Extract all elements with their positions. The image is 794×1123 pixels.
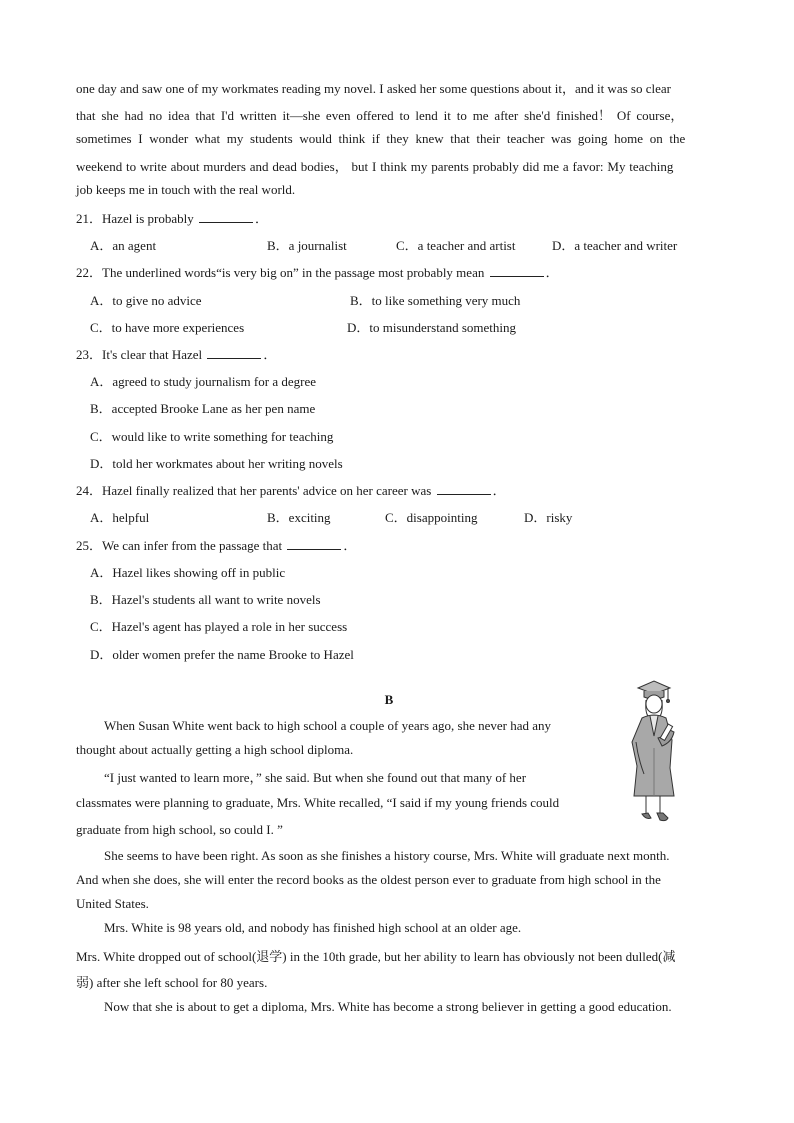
passage-b-line: She seems to have been right. As soon as she finishes a history course, Mrs. White will graduate next month. <box>104 848 670 863</box>
graduate-illustration-icon <box>624 678 682 828</box>
passage-b-line: And when she does, she will enter the record books as the oldest person ever to graduate from high school in the <box>76 872 661 887</box>
option-a[interactable]: A．an agent <box>90 238 157 253</box>
option-b[interactable]: B．to like something very much <box>350 293 521 308</box>
question-number: 23． <box>76 347 103 362</box>
question-stem: The underlined words“is very big on” in the passage most probably mean <box>102 265 485 280</box>
option-c[interactable]: C．to have more experiences <box>90 320 245 335</box>
passage-b-line: Now that she is about to get a diploma, Mrs. White has become a strong believer in getting a good education. <box>104 999 672 1014</box>
answer-blank[interactable] <box>199 211 253 223</box>
question-number: 22． <box>76 265 103 280</box>
question-stem: Hazel is probably <box>102 211 194 226</box>
question-stem-end: ． <box>263 347 277 362</box>
passage-a-line: sometimes I wonder what my students would think if they knew that their teacher was going home on the <box>76 131 686 146</box>
passage-a-line: that she had no idea that I'd written it—she even offered to lend it to me after she'd finished！ Of course， <box>76 108 684 123</box>
answer-blank[interactable] <box>287 538 341 550</box>
option-c[interactable]: C．Hazel's agent has played a role in her success <box>90 619 348 634</box>
option-d[interactable]: D．risky <box>524 510 573 525</box>
passage-b-line: Mrs. White is 98 years old, and nobody has finished high school at an older age. <box>104 920 522 935</box>
option-d[interactable]: D．told her workmates about her writing novels <box>90 456 343 471</box>
option-d[interactable]: D．older women prefer the name Brooke to Hazel <box>90 647 354 662</box>
passage-a-line: job keeps me in touch with the real world. <box>76 182 296 197</box>
passage-b-line: “I just wanted to learn more，” she said. But when she found out that many of her <box>104 770 527 785</box>
option-a[interactable]: A．agreed to study journalism for a degree <box>90 374 316 389</box>
question-stem-end: ． <box>343 538 357 553</box>
passage-b-line: United States. <box>76 896 149 911</box>
passage-b-line: thought about actually getting a high school diploma. <box>76 742 354 757</box>
option-d[interactable]: D．to misunderstand something <box>347 320 516 335</box>
question-stem-end: ． <box>545 265 559 280</box>
question-23 <box>76 344 276 363</box>
question-stem-end: ． <box>254 211 268 226</box>
option-b[interactable]: B．Hazel's students all want to write novels <box>90 592 321 607</box>
option-a[interactable]: A．helpful <box>90 510 150 525</box>
question-number: 21． <box>76 211 103 226</box>
passage-b-line: Mrs. White dropped out of school(退学) in the 10th grade, but her ability to learn has obviously not been dulled(减 <box>76 949 676 964</box>
passage-b-line: classmates were planning to graduate, Mrs. White recalled, “I said if my young friends could <box>76 795 560 810</box>
question-stem-end: ． <box>492 483 506 498</box>
option-c[interactable]: C．would like to write something for teaching <box>90 429 334 444</box>
question-stem: We can infer from the passage that <box>102 538 283 553</box>
option-b[interactable]: B．exciting <box>267 510 331 525</box>
passage-b-line: When Susan White went back to high school a couple of years ago, she never had any <box>104 718 552 733</box>
option-c[interactable]: C．a teacher and artist <box>396 238 516 253</box>
question-25 <box>76 535 356 554</box>
option-b[interactable]: B．accepted Brooke Lane as her pen name <box>90 401 316 416</box>
option-a[interactable]: A．to give no advice <box>90 293 202 308</box>
question-number: 25． <box>76 538 103 553</box>
answer-blank[interactable] <box>437 483 491 495</box>
passage-a-line: one day and saw one of my workmates reading my novel. I asked her some questions about it，and it was so clear <box>76 81 671 96</box>
question-22 <box>76 262 559 281</box>
question-21 <box>76 208 268 227</box>
option-b[interactable]: B．a journalist <box>267 238 347 253</box>
passage-a-line: weekend to write about murders and dead bodies， but I think my parents probably did me a favor: My teaching <box>76 159 674 174</box>
question-24 <box>76 480 506 499</box>
question-number: 24． <box>76 483 103 498</box>
option-a[interactable]: A．Hazel likes showing off in public <box>90 565 286 580</box>
section-heading: B <box>384 692 394 707</box>
option-d[interactable]: D．a teacher and writer <box>552 238 678 253</box>
option-c[interactable]: C．disappointing <box>385 510 478 525</box>
answer-blank[interactable] <box>490 265 544 277</box>
question-stem: Hazel finally realized that her parents' advice on her career was <box>102 483 432 498</box>
answer-blank[interactable] <box>207 347 261 359</box>
passage-b-line: graduate from high school, so could I. ” <box>76 822 283 837</box>
passage-b-line: 弱) after she left school for 80 years. <box>76 975 268 990</box>
question-stem: It's clear that Hazel <box>102 347 203 362</box>
